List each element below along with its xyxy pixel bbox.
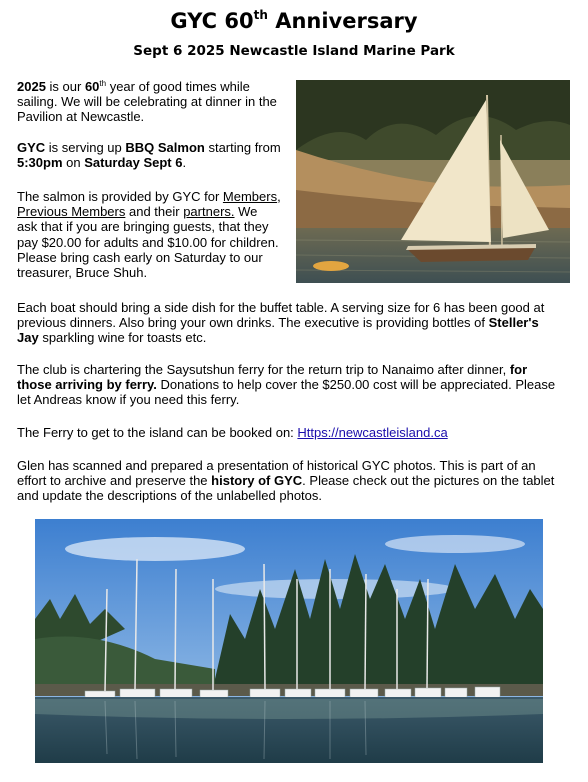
ferry-booking-paragraph: The Ferry to get to the island can be booked on: Https://newcastleisland.ca bbox=[17, 425, 448, 440]
side-dish-paragraph: Each boat should bring a side dish for the buffet table. A serving size for 6 has been good at previous dinners. Also bring your own drinks. The executive is providing bottles of Steller's Jay sparkling wine for toasts etc. bbox=[17, 300, 545, 346]
intro-paragraph: 2025 is our 60th year of good times while sailing. We will be celebrating at dinner in the Pavilion at Newcastle. bbox=[17, 79, 277, 125]
ferry-charter-paragraph: The club is chartering the Saysutshun ferry for the return trip to Nanaimo after dinner, for those arriving by ferry. Donations to help cover the $250.00 cost will be appreciated. Please let Andreas know if you need this ferry. bbox=[17, 362, 556, 408]
history-paragraph: Glen has scanned and prepared a presentation of historical GYC photos. This is part of an effort to archive and preserve the history of GYC. Please check out the pictures on the tablet and update the descriptions of the unlabelled photos. bbox=[17, 458, 555, 504]
page-title: GYC 60th Anniversary bbox=[170, 8, 418, 33]
salmon-paragraph: The salmon is provided by GYC for Members, Previous Members and their partners. We ask that if you are bringing guests, that they pay $20.00 for adults and $10.00 for children. Please bring cash early on Saturday to our treasurer, Bruce Shuh. bbox=[17, 189, 281, 281]
sailboat-photo bbox=[296, 80, 570, 283]
ferry-booking-link[interactable]: Https://newcastleisland.ca bbox=[297, 425, 448, 440]
marina-photo bbox=[35, 519, 543, 763]
bbq-paragraph: GYC is serving up BBQ Salmon starting from 5:30pm on Saturday Sept 6. bbox=[17, 140, 281, 171]
event-subtitle: Sept 6 2025 Newcastle Island Marine Park bbox=[133, 43, 455, 59]
